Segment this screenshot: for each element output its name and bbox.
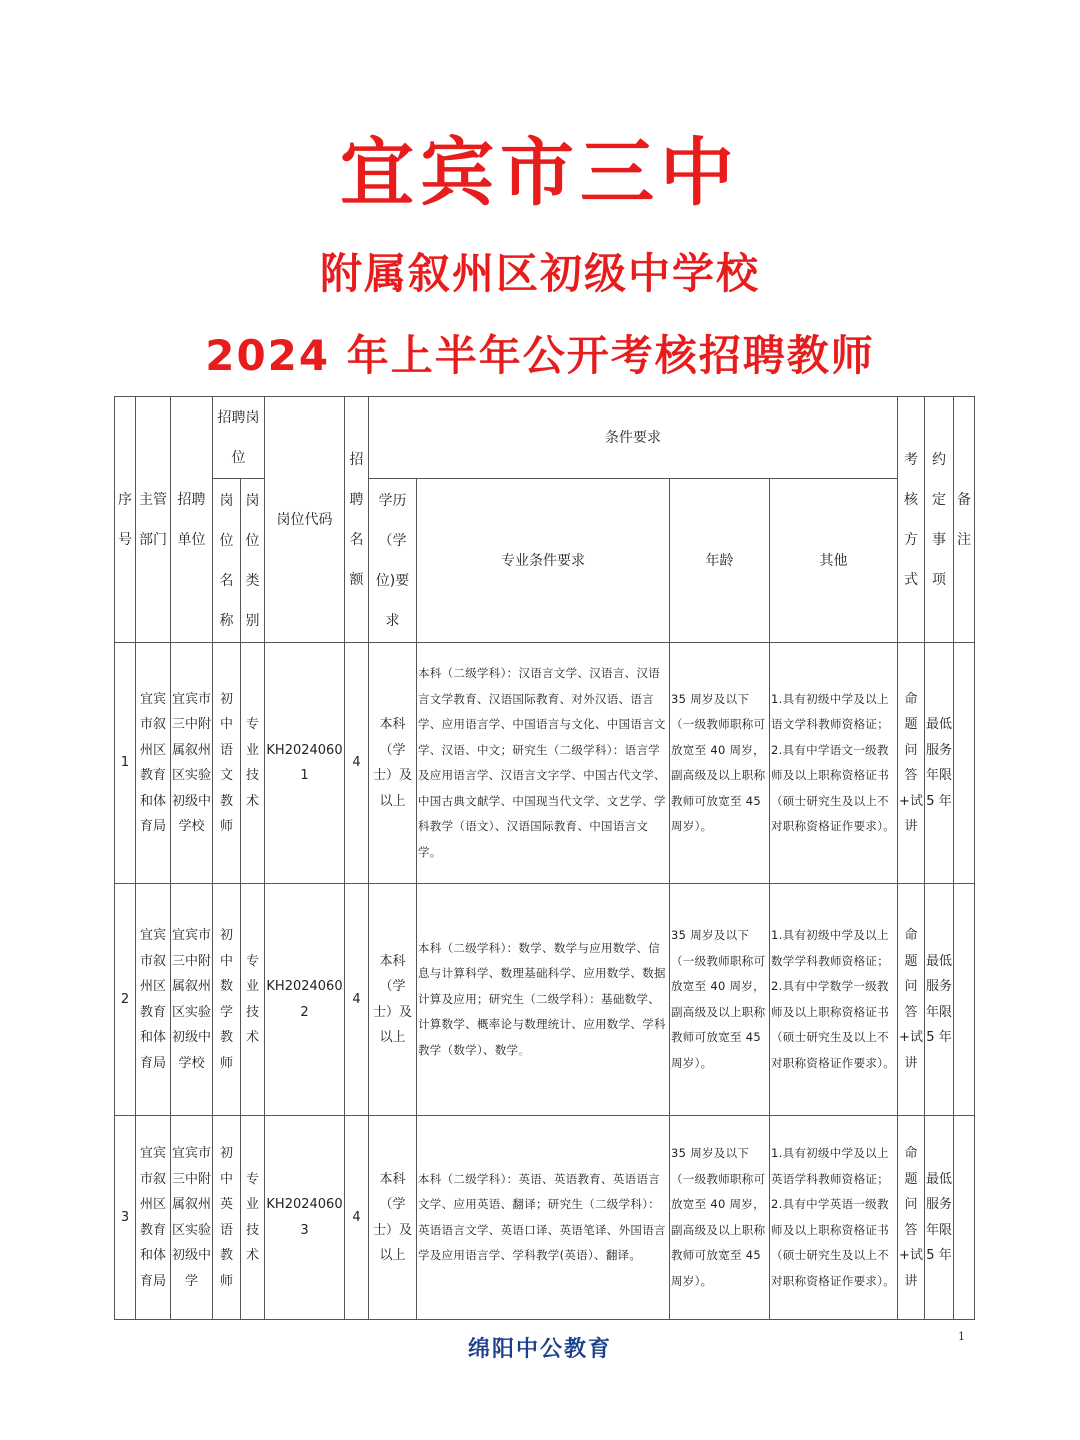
row-post-name: 初中英语教师 xyxy=(213,1116,241,1320)
row-dept: 宜宾市叙州区教育和体育局 xyxy=(136,643,171,884)
row-exam: 命题问答+试讲 xyxy=(898,1116,925,1320)
header-post-code: 岗位代码 xyxy=(265,397,345,643)
row-code: KH20240603 xyxy=(265,1116,345,1320)
row-dept: 宜宾市叙州区教育和体育局 xyxy=(136,884,171,1116)
row-agreement: 最低服务年限 5 年 xyxy=(925,1116,954,1320)
header-post-type: 岗位类别 xyxy=(241,479,265,643)
page-title: 宜宾市三中 xyxy=(340,130,740,216)
header-index: 序号 xyxy=(115,397,136,643)
row-unit: 宜宾市三中附属叙州区实验初级中学校 xyxy=(171,643,213,884)
row-unit: 宜宾市三中附属叙州区实验初级中学校 xyxy=(171,884,213,1116)
row-code: KH20240602 xyxy=(265,884,345,1116)
row-index: 2 xyxy=(115,884,136,1116)
row-quota: 4 xyxy=(345,884,369,1116)
row-major xyxy=(417,884,670,1116)
header-post-name: 岗位名称 xyxy=(213,479,241,643)
row-code: KH20240601 xyxy=(265,643,345,884)
row-agreement: 最低服务年限 5 年 xyxy=(925,884,954,1116)
row-age: 35 周岁及以下（一级教师职称可放宽至 40 周岁，副高级及以上职称教师可放宽至 45 周岁）。 xyxy=(670,1116,770,1320)
row-education: 本科（学士）及以上 xyxy=(369,643,417,884)
row-age: 35 周岁及以下（一级教师职称可放宽至 40 周岁，副高级及以上职称教师可放宽至 45 周岁）。 xyxy=(670,884,770,1116)
header-other: 其他 xyxy=(770,479,898,643)
row-post-type: 专业技术 xyxy=(241,884,265,1116)
row-dept: 宜宾市叙州区教育和体育局 xyxy=(136,1116,171,1320)
header-post-group: 招聘岗位 xyxy=(213,397,265,479)
page-number: 1 xyxy=(958,1330,965,1343)
row-other: 1.具有初级中学及以上语文学科教师资格证；2.具有中学语文一级教师及以上职称资格证书（硕士研究生及以上不对职称资格证作要求）。 xyxy=(770,643,898,884)
row-remark xyxy=(954,1116,975,1320)
row-index: 1 xyxy=(115,643,136,884)
row-exam: 命题问答+试讲 xyxy=(898,884,925,1116)
row-other: 1.具有初级中学及以上英语学科教师资格证；2.具有中学英语一级教师及以上职称资格证书（硕士研究生及以上不对职称资格证作要求）。 xyxy=(770,1116,898,1320)
row-education: 本科（学士）及以上 xyxy=(369,1116,417,1320)
row-post-type: 专业技术 xyxy=(241,1116,265,1320)
row-quota: 4 xyxy=(345,1116,369,1320)
row-agreement: 最低服务年限 5 年 xyxy=(925,643,954,884)
recruitment-table xyxy=(114,396,975,1320)
row-post-type: 专业技术 xyxy=(241,643,265,884)
row-major-end: 。 xyxy=(518,1042,531,1057)
row-exam: 命题问答+试讲 xyxy=(898,643,925,884)
page-subtitle-recruitment: 2024 年上半年公开考核招聘教师 xyxy=(205,331,875,380)
row-major-text: 本科（二级学科）：数学、数学与应用数学、信息与计算科学、数理基础科学、应用数学、数据计算及应用；研究生（二级学科）：基础数学、计算数学、概率论与数理统计、应用数学、学科教学（数学）、数学 xyxy=(418,940,666,1057)
row-index: 3 xyxy=(115,1116,136,1320)
row-post-name: 初中语文教师 xyxy=(213,643,241,884)
row-quota: 4 xyxy=(345,643,369,884)
row-unit: 宜宾市三中附属叙州区实验初级中学 xyxy=(171,1116,213,1320)
header-major: 专业条件要求 xyxy=(417,479,670,643)
row-age: 35 周岁及以下（一级教师职称可放宽至 40 周岁，副高级及以上职称教师可放宽至 45 周岁）。 xyxy=(670,643,770,884)
header-dept: 主管部门 xyxy=(136,397,171,643)
row-education: 本科（学士）及以上 xyxy=(369,884,417,1116)
table-row xyxy=(115,884,975,1116)
header-unit: 招聘单位 xyxy=(171,397,213,643)
header-age: 年龄 xyxy=(670,479,770,643)
row-remark xyxy=(954,643,975,884)
page-subtitle-school: 附属叙州区初级中学校 xyxy=(319,249,760,298)
row-other: 1.具有初级中学及以上数学学科教师资格证；2.具有中学数学一级教师及以上职称资格证书（硕士研究生及以上不对职称资格证作要求）。 xyxy=(770,884,898,1116)
table-row xyxy=(115,1116,975,1320)
header-remark: 备注 xyxy=(954,397,975,643)
header-agreement: 约定事项 xyxy=(925,397,954,643)
row-major: 本科（二级学科）：英语、英语教育、英语语言文学、应用英语、翻译；研究生（二级学科）：英语语言文学、英语口译、英语笔译、外国语言学及应用语言学、学科教学(英语）、翻译。 xyxy=(417,1116,670,1320)
table-row xyxy=(115,643,975,884)
row-post-name: 初中数学教师 xyxy=(213,884,241,1116)
row-major: 本科（二级学科）：汉语言文学、汉语言、汉语言文学教育、汉语国际教育、对外汉语、语言学、应用语言学、中国语言与文化、中国语言文学、汉语、中文；研究生（二级学科）：语言学及应用语言学、汉语言文字学、中国古代文学、中国古典文献学、中国现当代文学、文艺学、学科教学（语文）、汉语国际教育、中国语言文学。 xyxy=(417,643,670,884)
footer-brand: 绵阳中公教育 xyxy=(467,1337,612,1362)
header-exam: 考核方式 xyxy=(898,397,925,643)
row-remark xyxy=(954,884,975,1116)
header-education: 学历（学位)要求 xyxy=(369,479,417,643)
header-conditions: 条件要求 xyxy=(369,397,898,479)
header-quota: 招聘名额 xyxy=(345,397,369,643)
